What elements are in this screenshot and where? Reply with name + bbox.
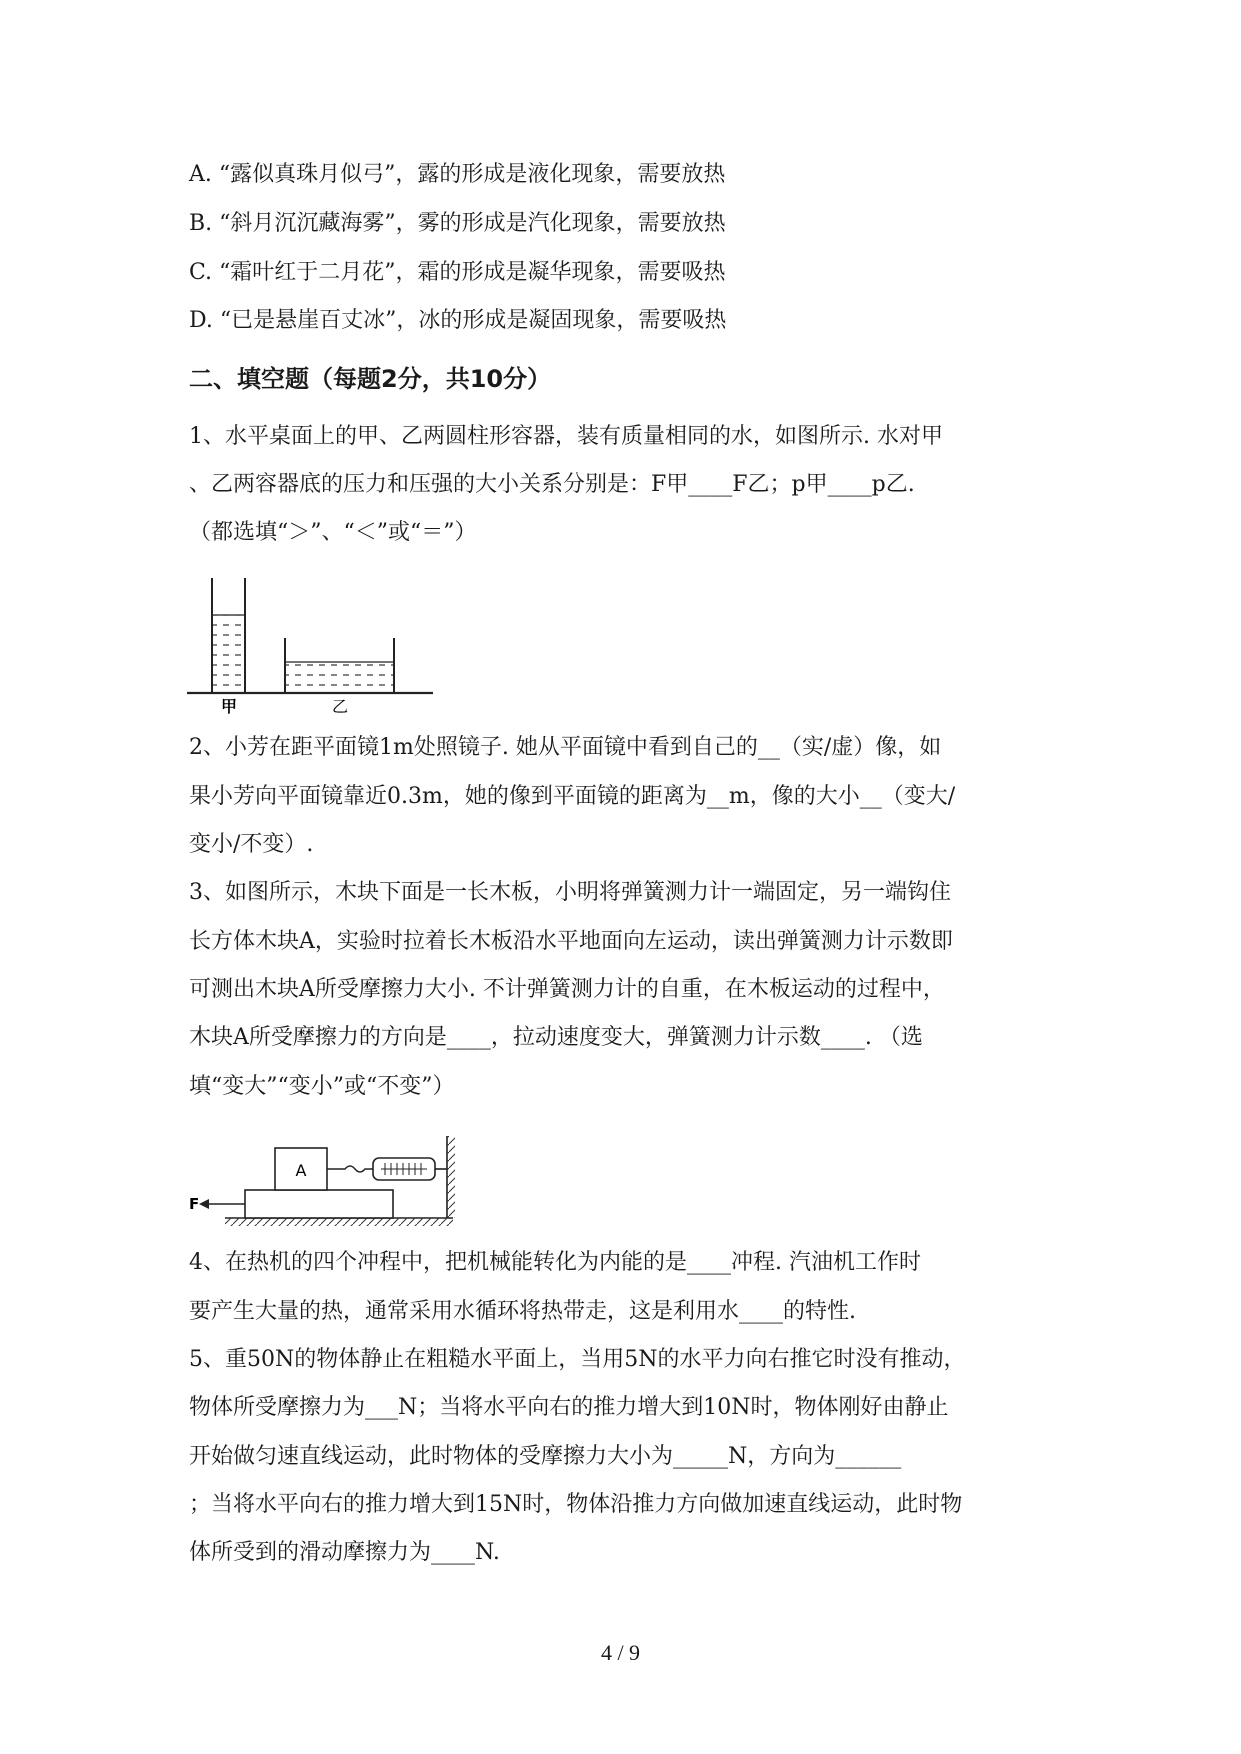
- label-yi: 乙: [331, 697, 349, 715]
- option-d: D. “已是悬崖百丈冰”，冰的形成是凝固现象，需要吸热: [189, 308, 727, 333]
- force-arrow-head: [199, 1199, 209, 1209]
- container-yi-water: [286, 662, 393, 693]
- q5-line-3: 开始做匀速直线运动，此时物体的受摩擦力大小为_____N，方向为______: [189, 1444, 902, 1469]
- q5-line-1: 5、重50N的物体静止在粗糙水平面上，当用5N的水平力向右推它时没有推动，: [189, 1347, 966, 1372]
- ground-hatch: [225, 1218, 453, 1226]
- q1-line-2: 、乙两容器底的压力和压强的大小关系分别是：F甲____F乙；p甲____p乙.: [189, 472, 915, 497]
- q3-line-5: 填“变大”“变小”或“不变”）: [189, 1074, 455, 1099]
- q5-line-5: 体所受到的滑动摩擦力为____N.: [189, 1540, 500, 1565]
- option-a: A. “露似真珠月似弓”，露的形成是液化现象，需要放热: [189, 162, 726, 187]
- container-jia-water: [213, 615, 244, 693]
- label-jia: 甲: [220, 697, 238, 715]
- q2-line-3: 变小/不变）.: [189, 832, 314, 857]
- friction-setup-figure: [185, 1128, 475, 1233]
- page-number: 4 / 9: [600, 1640, 641, 1665]
- q5-line-2: 物体所受摩擦力为___N；当将水平向右的推力增大到10N时，物体刚好由静止: [189, 1395, 949, 1420]
- q5-line-4: ；当将水平向右的推力增大到15N时，物体沿推力方向做加速直线运动，此时物: [189, 1492, 963, 1517]
- block-a-label: A: [295, 1161, 307, 1180]
- q2-line-2: 果小芳向平面镜靠近0.3m，她的像到平面镜的距离为__m，像的大小__（变大/: [189, 784, 956, 809]
- q4-line-2: 要产生大量的热，通常采用水循环将热带走，这是利用水____的特性.: [189, 1299, 856, 1324]
- q3-line-3: 可测出木块A所受摩擦力大小. 不计弹簧测力计的自重，在木板运动的过程中，: [189, 977, 945, 1002]
- q1-line-1: 1、水平桌面上的甲、乙两圆柱形容器，装有质量相同的水，如图所示. 水对甲: [189, 424, 943, 449]
- q1-line-3: （都选填“＞”、“＜”或“＝”）: [189, 520, 477, 545]
- containers-figure: [185, 570, 445, 715]
- long-board: [245, 1190, 393, 1218]
- option-c: C. “霜叶红于二月花”，霜的形成是凝华现象，需要吸热: [189, 260, 726, 285]
- q3-line-2: 长方体木块A，实验时拉着长木板沿水平地面向左运动，读出弹簧测力计示数即: [189, 929, 953, 954]
- q3-line-1: 3、如图所示，木块下面是一长木板，小明将弹簧测力计一端固定，另一端钩住: [189, 880, 951, 905]
- option-b: B. “斜月沉沉藏海雾”，雾的形成是汽化现象，需要放热: [189, 211, 726, 236]
- section-title: 二、填空题（每题2分，共10分）: [189, 365, 552, 393]
- force-label: F: [189, 1195, 200, 1213]
- q2-line-1: 2、小芳在距平面镜1m处照镜子. 她从平面镜中看到自己的__（实/虚）像，如: [189, 735, 942, 760]
- wall-hatch: [447, 1136, 455, 1218]
- q4-line-1: 4、在热机的四个冲程中，把机械能转化为内能的是____冲程. 汽油机工作时: [189, 1250, 921, 1275]
- spring-hook: [327, 1166, 373, 1172]
- q3-line-4: 木块A所受摩擦力的方向是____，拉动速度变大，弹簧测力计示数____. （选: [189, 1025, 923, 1050]
